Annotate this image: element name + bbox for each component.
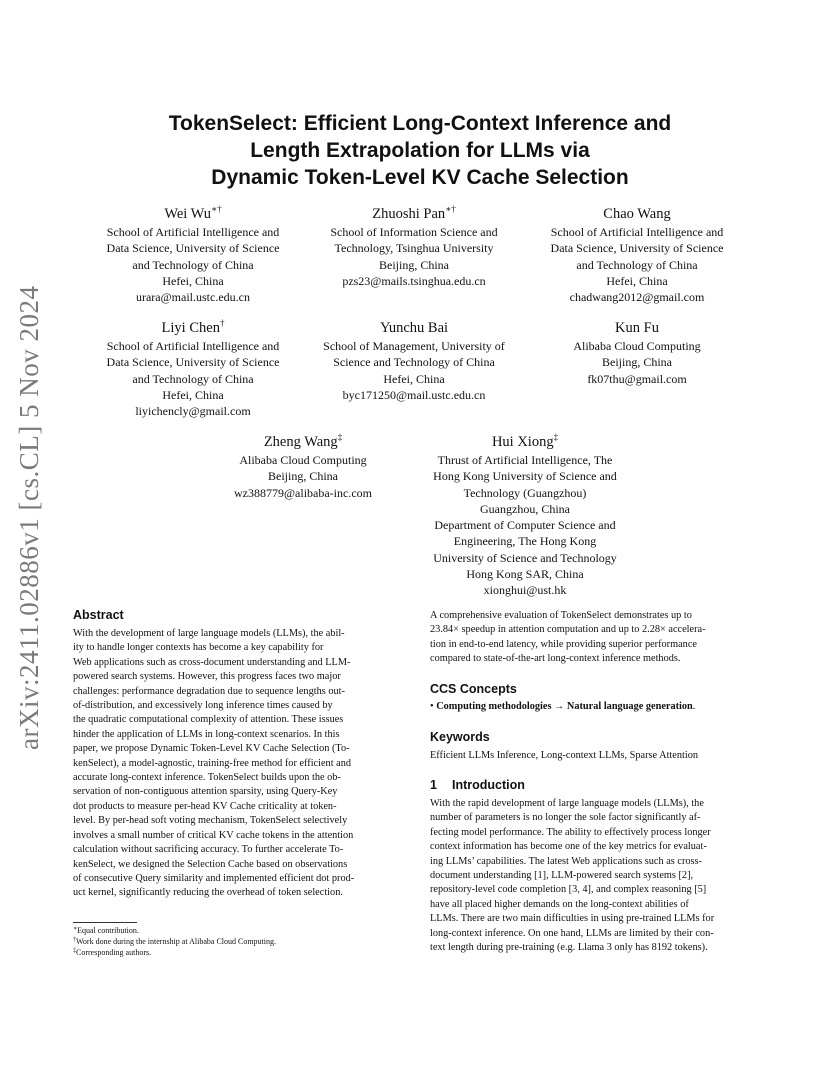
author-block (90, 319, 296, 419)
ccs-concepts (430, 700, 760, 714)
intro-line: repository-level code completion [3, 4], and complex reasoning [5] (430, 884, 707, 896)
affiliation-line: and Technology of China (132, 371, 254, 386)
footnote-mark: ‡ (73, 948, 76, 954)
affiliation-line: Hefei, China (162, 387, 224, 402)
title-line: Length Extrapolation for LLMs via (250, 139, 590, 162)
ccs-end: . (692, 701, 696, 712)
abstract-line: ity to handle longer contexts has become a key capability for (73, 642, 324, 654)
footnote (73, 936, 276, 947)
abstract-line: 23.84× speedup in attention computation and up to 2.28× accelera- (430, 624, 706, 636)
abstract-line: kenSelect, we designed the Selection Cache based on observations (73, 858, 348, 870)
abstract-line: of-distribution, and excessively long inference times caused by (73, 700, 333, 712)
author-block (90, 205, 296, 305)
footnote-mark: ∗ (73, 926, 78, 932)
introduction-heading (430, 777, 525, 793)
footnote (73, 947, 151, 958)
author-name: Chao Wang (603, 206, 671, 222)
arxiv-identifier: arXiv:2411.02886v1 [cs.CL] 5 Nov 2024 (14, 285, 44, 750)
abstract-line: challenges: performance degradation due to sequence lengths out- (73, 685, 345, 697)
affiliation-line: University of Science and Technology (433, 550, 617, 565)
intro-line: With the rapid development of large language models (LLMs), the (430, 798, 704, 809)
abstract-line: kenSelect), a model-agnostic, training-free method for efficient and (73, 757, 352, 769)
abstract-line: dot products to measure per-head KV Cache criticality at token- (73, 800, 337, 812)
author-mark: † (219, 318, 225, 328)
affiliation-line: Data Science, University of Science (550, 241, 724, 256)
abstract-line: A comprehensive evaluation of TokenSelect demonstrates up to (430, 610, 692, 621)
affiliation-line: School of Artificial Intelligence and (106, 225, 280, 239)
abstract-line: accurate long-context inference. TokenSelect builds upon the ob- (73, 772, 341, 784)
abstract-line: compared to state-of-the-art long-context inference methods. (430, 653, 681, 665)
intro-line: context information has become one of the key metrics for evaluat- (430, 841, 707, 853)
affiliation-line: Engineering, The Hong Kong (453, 534, 597, 549)
affiliation-line: Hefei, China (162, 273, 224, 288)
author-email: pzs23@mails.tsinghua.edu.cn (342, 273, 486, 288)
abstract-line: uct kernel, significantly reducing the overhead of token selection. (73, 887, 343, 899)
author-block (311, 205, 517, 289)
affiliation-line: Beijing, China (602, 355, 672, 370)
intro-line: document understanding [1], LLM-powered search systems [2], (430, 870, 694, 882)
keywords-heading: Keywords (430, 730, 490, 744)
author-block (200, 433, 406, 501)
affiliation-line: Science and Technology of China (333, 355, 495, 370)
footnote-text: Work done during the internship at Alibaba Cloud Computing. (76, 937, 276, 946)
affiliation-line: Hong Kong University of Science and (433, 469, 617, 484)
intro-line: text length during pre-training (e.g. Llama 3 only has 8192 tokens). (430, 942, 708, 954)
section-title: Introduction (452, 778, 525, 792)
affiliation-line: Hefei, China (606, 273, 668, 288)
author-email: fk07thu@gmail.com (587, 371, 687, 386)
abstract-line: powered search systems. However, this progress faces two major (73, 671, 341, 683)
author-name: Zheng Wang (263, 434, 338, 450)
affiliation-line: Data Science, University of Science (106, 241, 280, 256)
author-email: chadwang2012@gmail.com (569, 290, 705, 305)
author-block (311, 319, 517, 403)
affiliation-line: Beijing, China (268, 469, 338, 484)
author-name: Zhuoshi Pan (372, 206, 446, 222)
introduction-body (430, 797, 757, 955)
affiliation-line: School of Management, University of (323, 339, 505, 353)
author-email: urara@mail.ustc.edu.cn (135, 290, 250, 305)
abstract-line: Web applications such as cross-document understanding and LLM- (73, 656, 351, 668)
abstract-line: of consecutive Query similarity and implemented efficient dot prod- (73, 872, 355, 884)
affiliation-line: Technology (Guangzhou) (463, 485, 587, 500)
abstract-line: With the development of large language models (LLMs), the abil- (73, 628, 345, 639)
intro-line: number of parameters is no longer the sole factor significantly af- (430, 812, 701, 824)
author-mark: ‡ (337, 432, 343, 442)
footnote (73, 925, 139, 936)
abstract-line: hinder the application of LLMs in long-context scenarios. In this (73, 728, 340, 740)
author-block (534, 205, 740, 305)
affiliation-line: and Technology of China (132, 257, 254, 272)
affiliation-line: Alibaba Cloud Computing (239, 453, 367, 467)
affiliation-line: Beijing, China (379, 257, 449, 272)
affiliation-line: Hefei, China (383, 371, 445, 386)
author-email: wz388779@alibaba-inc.com (233, 485, 372, 500)
ccs-bullet: • (430, 701, 434, 712)
author-name: Kun Fu (615, 320, 659, 336)
intro-line: long-context inference. On one hand, LLMs are limited by their con- (430, 927, 714, 939)
author-mark: ∗† (445, 204, 456, 214)
affiliation-line: Thrust of Artificial Intelligence, The (437, 453, 613, 467)
abstract-line: servation of non-contiguous attention sparsity, using Query-Key (73, 786, 338, 798)
author-block (534, 319, 740, 387)
keywords-text: Efficient LLMs Inference, Long-context LLMs, Sparse Attention (430, 750, 699, 761)
intro-line: have all placed higher demands on the long-context abilities of (430, 898, 689, 910)
author-mark: ‡ (553, 432, 559, 442)
abstract-line: tion in end-to-end latency, while providing superior performance (430, 638, 697, 650)
footnote-text: Corresponding authors. (76, 948, 152, 957)
affiliation-line: and Technology of China (576, 257, 698, 272)
affiliation-line: Department of Computer Science and (434, 518, 616, 533)
ccs-subconcept: Natural language generation (566, 701, 693, 712)
abstract-continued (430, 609, 757, 667)
affiliation-line: Guangzhou, China (480, 501, 570, 516)
affiliation-line: Hong Kong SAR, China (466, 567, 584, 582)
affiliation-line: Technology, Tsinghua University (334, 241, 494, 256)
author-email: liyichencly@gmail.com (135, 404, 251, 419)
section-number: 1 (430, 778, 437, 792)
abstract-heading: Abstract (73, 608, 124, 622)
author-name: Yunchu Bai (379, 320, 449, 336)
title-line: Dynamic Token-Level KV Cache Selection (211, 166, 629, 189)
ccs-arrow: → (554, 701, 565, 712)
abstract-line: level. By per-head soft voting mechanism, TokenSelect selectively (73, 815, 348, 827)
abstract-line: the quadratic computational complexity of attention. These issues (73, 714, 344, 726)
footnote-text: Equal contribution. (77, 926, 139, 935)
abstract-line: calculation without sacrificing accuracy. To further accelerate To- (73, 844, 344, 856)
ccs-concept: Computing methodologies (436, 701, 552, 712)
author-name: Liyi Chen (161, 320, 220, 336)
abstract-line: paper, we propose Dynamic Token-Level KV Cache Selection (To- (73, 743, 350, 755)
footnote-mark: † (73, 937, 76, 943)
affiliation-line: School of Artificial Intelligence and (106, 339, 280, 353)
footnote-rule (73, 922, 137, 923)
author-mark: ∗† (211, 204, 222, 214)
affiliation-line: Data Science, University of Science (106, 355, 280, 370)
intro-line: LLMs. There are two main difficulties in using pre-trained LLMs for (430, 913, 715, 925)
affiliation-line: School of Artificial Intelligence and (550, 225, 724, 239)
intro-line: fecting model performance. The ability to effectively process longer (430, 826, 711, 838)
author-name: Hui Xiong (491, 434, 554, 450)
intro-line: ing LLMs’ capabilities. The latest Web applications such as cross- (430, 855, 702, 867)
affiliation-line: School of Information Science and (330, 225, 498, 239)
ccs-heading: CCS Concepts (430, 682, 517, 696)
paper-title (120, 110, 720, 191)
author-email: xionghui@ust.hk (483, 583, 567, 598)
abstract-body (73, 627, 401, 901)
author-name: Wei Wu (164, 206, 212, 222)
affiliation-line: Alibaba Cloud Computing (573, 339, 701, 353)
title-line: TokenSelect: Efficient Long-Context Inference and (168, 112, 672, 135)
author-block (415, 433, 635, 599)
author-email: byc171250@mail.ustc.edu.cn (342, 387, 486, 402)
abstract-line: involves a small number of critical KV cache tokens in the attention (73, 829, 354, 841)
